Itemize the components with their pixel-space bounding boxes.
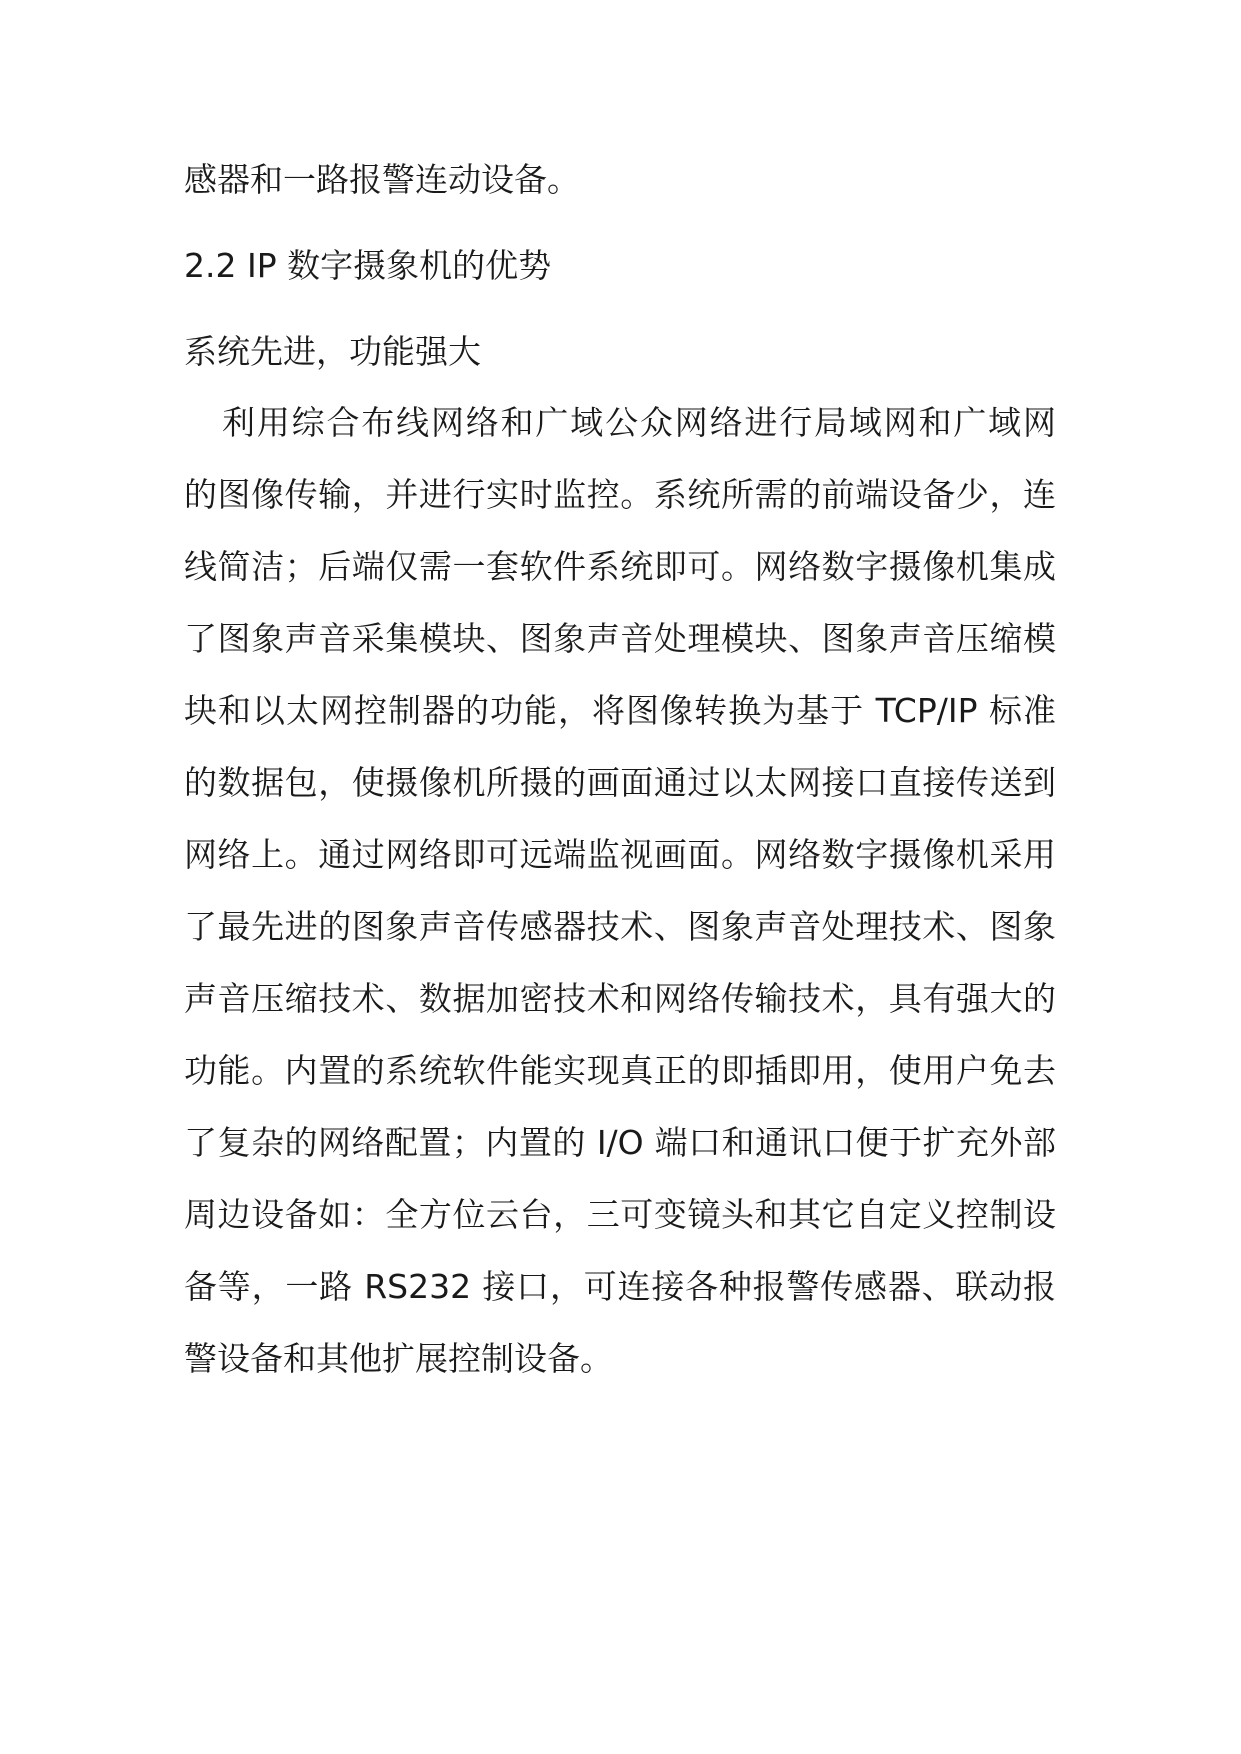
continuation-text: 感器和一路报警连动设备。: [184, 160, 580, 199]
paragraph-line: 块和以太网控制器的功能，将图像转换为基于 TCP/IP 标准: [184, 691, 1056, 730]
paragraph-line: 利用综合布线网络和广域公众网络进行局域网和广域网: [222, 403, 1056, 442]
paragraph-line: 备等，一路 RS232 接口，可连接各种报警传感器、联动报: [184, 1267, 1056, 1306]
paragraph-line: 功能。内置的系统软件能实现真正的即插即用，使用户免去: [184, 1051, 1056, 1090]
paragraph-line: 警设备和其他扩展控制设备。: [184, 1339, 613, 1378]
paragraph-line: 的数据包，使摄像机所摄的画面通过以太网接口直接传送到: [184, 763, 1056, 802]
paragraph-line: 网络上。通过网络即可远端监视画面。网络数字摄像机采用: [184, 835, 1056, 874]
paragraph-line: 了图象声音采集模块、图象声音处理模块、图象声音压缩模: [184, 619, 1056, 658]
paragraph-line: 了复杂的网络配置；内置的 I/O 端口和通讯口便于扩充外部: [184, 1123, 1056, 1162]
paragraph-line: 了最先进的图象声音传感器技术、图象声音处理技术、图象: [184, 907, 1056, 946]
section-heading: 2.2 IP 数字摄象机的优势: [184, 246, 552, 285]
subheading: 系统先进，功能强大: [184, 332, 481, 371]
paragraph-line: 周边设备如：全方位云台，三可变镜头和其它自定义控制设: [184, 1195, 1056, 1234]
paragraph-line: 线简洁；后端仅需一套软件系统即可。网络数字摄像机集成: [184, 547, 1056, 586]
paragraph-line: 声音压缩技术、数据加密技术和网络传输技术，具有强大的: [184, 979, 1056, 1018]
paragraph-line: 的图像传输，并进行实时监控。系统所需的前端设备少，连: [184, 475, 1056, 514]
